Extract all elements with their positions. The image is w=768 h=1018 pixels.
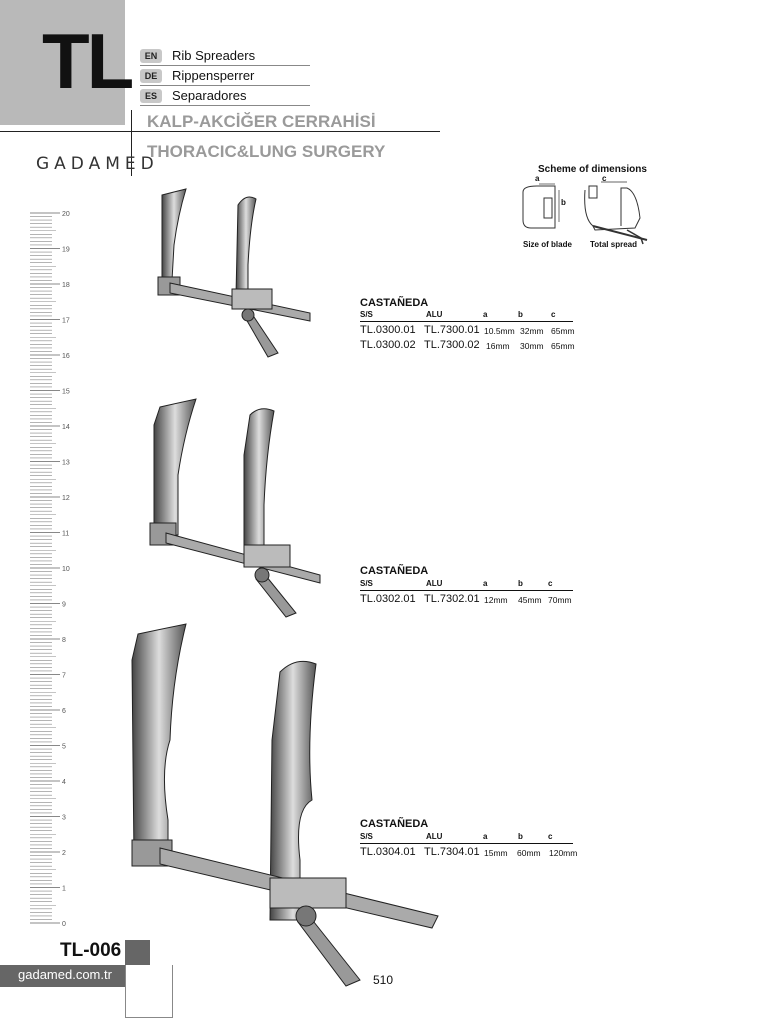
table-header-3 xyxy=(360,832,573,844)
ruler-label: 14 xyxy=(62,424,70,431)
dim-b: 45mm xyxy=(518,595,542,605)
scheme-diagram xyxy=(515,178,655,248)
header-b: b xyxy=(518,832,523,841)
ruler-label: 5 xyxy=(62,743,66,751)
ruler xyxy=(30,205,90,935)
scheme-label-b: b xyxy=(561,198,566,207)
header-c: c xyxy=(548,832,553,841)
dim-b: 60mm xyxy=(517,848,541,858)
website-link[interactable]: gadamed.com.tr xyxy=(18,967,112,982)
page-code-accent xyxy=(125,940,150,965)
code-alu: TL.7302.01 xyxy=(424,593,480,605)
ruler-label: 11 xyxy=(62,530,70,538)
product-title-2: CASTAÑEDA xyxy=(360,565,429,577)
header-alu: ALU xyxy=(426,832,443,841)
dim-c: 70mm xyxy=(548,595,572,605)
scheme-caption-blade: Size of blade xyxy=(523,240,572,249)
header-a: a xyxy=(483,832,488,841)
dim-c: 65mm xyxy=(551,326,575,336)
footer-box xyxy=(125,965,151,1018)
scheme-title: Scheme of dimensions xyxy=(538,164,647,175)
code-ss: TL.0304.01 xyxy=(360,846,416,858)
ruler-label: 7 xyxy=(62,672,66,680)
lang-label-es: Separadores xyxy=(172,88,247,103)
code-alu: TL.7300.01 xyxy=(424,324,480,336)
ruler-label: 16 xyxy=(62,353,70,360)
table-header-1 xyxy=(360,310,573,322)
code-ss: TL.0302.01 xyxy=(360,593,416,605)
ruler-label: 3 xyxy=(62,814,66,822)
scheme-label-a: a xyxy=(535,174,540,183)
product-title-1: CASTAÑEDA xyxy=(360,297,429,309)
brand-logo: GADAMED xyxy=(36,154,159,174)
lang-badge-en: EN xyxy=(140,49,162,63)
ruler-label: 0 xyxy=(62,921,66,928)
page-number: 510 xyxy=(373,973,394,987)
ruler-label: 18 xyxy=(62,282,70,289)
ruler-label: 19 xyxy=(62,246,70,254)
lang-badge-de: DE xyxy=(140,69,162,83)
header-a: a xyxy=(483,310,488,319)
footer-box xyxy=(150,965,173,1018)
rib-spreader-image-2 xyxy=(140,395,330,620)
header-b: b xyxy=(518,310,523,319)
lang-row-de xyxy=(140,68,310,86)
code-ss: TL.0300.02 xyxy=(360,339,416,351)
header-alu: ALU xyxy=(426,310,443,319)
subtitle-english: THORACIC&LUNG SURGERY xyxy=(147,142,386,161)
lang-row-es xyxy=(140,88,310,106)
ruler-label: 15 xyxy=(62,388,70,396)
header-c: c xyxy=(548,579,553,588)
ruler-label: 17 xyxy=(62,317,70,325)
scheme-caption-spread: Total spread xyxy=(590,240,637,249)
scheme-label-c: c xyxy=(602,174,607,183)
page-code: TL-006 xyxy=(60,940,122,961)
lang-row-en xyxy=(140,48,310,66)
table-header-2 xyxy=(360,579,573,591)
dim-a: 15mm xyxy=(484,848,508,858)
ruler-label: 12 xyxy=(62,495,70,502)
code-alu: TL.7304.01 xyxy=(424,846,480,858)
ruler-label: 8 xyxy=(62,637,66,644)
ruler-label: 4 xyxy=(62,779,66,786)
dim-c: 65mm xyxy=(551,341,575,351)
header-ss: S/S xyxy=(360,310,373,319)
ruler-label: 9 xyxy=(62,601,66,609)
subtitle-turkish: KALP-AKCİĞER CERRAHİSİ xyxy=(147,112,376,131)
ruler-label: 10 xyxy=(62,566,70,573)
rib-spreader-image-3 xyxy=(120,620,450,990)
header-alu: ALU xyxy=(426,579,443,588)
header-ss: S/S xyxy=(360,579,373,588)
header-b: b xyxy=(518,579,523,588)
lang-label-de: Rippensperrer xyxy=(172,68,255,83)
header-ss: S/S xyxy=(360,832,373,841)
header-a: a xyxy=(483,579,488,588)
code-alu: TL.7300.02 xyxy=(424,339,480,351)
lang-badge-es: ES xyxy=(140,89,162,103)
dim-b: 30mm xyxy=(520,341,544,351)
header-c: c xyxy=(551,310,556,319)
ruler-label: 20 xyxy=(62,211,70,218)
dim-a: 12mm xyxy=(484,595,508,605)
dim-a: 10.5mm xyxy=(484,326,515,336)
ruler-label: 2 xyxy=(62,850,66,857)
rib-spreader-image-1 xyxy=(150,185,320,365)
category-code: TL xyxy=(42,17,132,105)
product-title-3: CASTAÑEDA xyxy=(360,818,429,830)
code-ss: TL.0300.01 xyxy=(360,324,416,336)
dim-a: 16mm xyxy=(486,341,510,351)
dim-c: 120mm xyxy=(549,848,578,858)
dim-b: 32mm xyxy=(520,326,544,336)
ruler-label: 1 xyxy=(62,885,66,893)
ruler-label: 13 xyxy=(62,459,70,467)
ruler-label: 6 xyxy=(62,708,66,715)
lang-label-en: Rib Spreaders xyxy=(172,48,256,63)
